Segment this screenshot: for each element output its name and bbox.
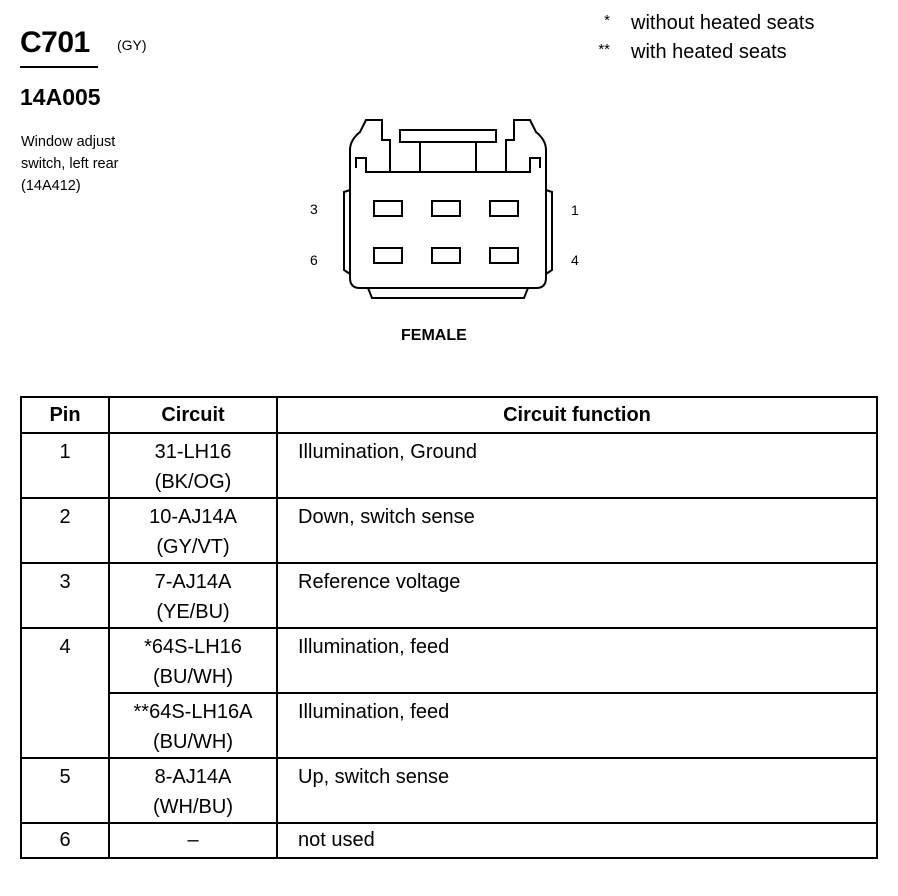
pin-number: 2	[59, 506, 71, 528]
table-row	[21, 823, 877, 858]
circuit-function: Up, switch sense	[298, 766, 450, 788]
circuit-code: 10-AJ14A	[149, 506, 237, 528]
table-row	[21, 758, 877, 823]
circuit-function: Reference voltage	[298, 571, 461, 593]
connector-face-diagram	[300, 110, 600, 310]
legend-text-1: without heated seats	[631, 12, 815, 34]
pin-number: 5	[59, 766, 71, 788]
pin-number: 3	[59, 571, 71, 593]
pin-cavity-1	[490, 201, 518, 216]
header-circuit: Circuit	[109, 397, 277, 433]
pin-cavity-5	[432, 248, 460, 263]
pin-table	[20, 396, 878, 859]
connector-id: C701	[20, 26, 90, 59]
pin-cavity-2	[432, 201, 460, 216]
table-row	[21, 628, 877, 693]
wire-color: (WH/BU)	[153, 796, 233, 818]
wire-color: (GY/VT)	[156, 536, 230, 558]
pin-label-right-top: 1	[571, 202, 579, 218]
pin-number: 6	[59, 829, 71, 851]
pin-number: 4	[59, 636, 71, 658]
connector-color: (GY)	[117, 37, 147, 53]
table-row	[21, 693, 877, 758]
left-latch	[350, 120, 390, 172]
header-circuit-function: Circuit function	[277, 397, 877, 433]
circuit-function: not used	[298, 829, 375, 851]
circuit-code: 31-LH16	[154, 441, 232, 463]
wire-color: (BK/OG)	[154, 471, 232, 493]
housing-outline	[350, 168, 546, 288]
description-line-1: Window adjust	[21, 134, 116, 150]
circuit-code: 7-AJ14A	[154, 571, 232, 593]
wire-color: (BU/WH)	[153, 731, 233, 753]
table-row	[21, 563, 877, 628]
table-row	[21, 498, 877, 563]
circuit-function: Illumination, Ground	[298, 441, 477, 463]
pin-label-left-bottom: 6	[310, 252, 318, 268]
top-key-body	[420, 142, 476, 172]
table-row	[21, 433, 877, 498]
pin-number: 1	[59, 441, 71, 463]
top-key-bar	[400, 130, 496, 142]
description-line-3: (14A412)	[21, 178, 81, 194]
connector-id-underline	[20, 66, 98, 68]
table-header-row	[21, 397, 877, 433]
legend-text-2: with heated seats	[631, 41, 787, 63]
pin-cavity-6	[374, 248, 402, 263]
right-latch	[506, 120, 546, 172]
circuit-function: Illumination, feed	[298, 701, 450, 723]
diagram-caption: FEMALE	[401, 327, 467, 344]
wire-color: (YE/BU)	[156, 601, 230, 623]
legend-mark-2: **	[598, 41, 610, 58]
pin-label-right-bottom: 4	[571, 252, 579, 268]
circuit-function: Illumination, feed	[298, 636, 450, 658]
circuit-code: 8-AJ14A	[154, 766, 232, 788]
part-number: 14A005	[20, 84, 101, 110]
description-line-2: switch, left rear	[21, 156, 119, 172]
header-pin: Pin	[21, 397, 109, 433]
circuit-code: –	[187, 829, 199, 851]
pin-label-left-top: 3	[310, 201, 318, 217]
legend-mark-1: *	[604, 12, 610, 29]
pin-cavity-4	[490, 248, 518, 263]
circuit-function: Down, switch sense	[298, 506, 475, 528]
pin-cavity-3	[374, 201, 402, 216]
circuit-code: **64S-LH16A	[133, 701, 253, 723]
circuit-code: *64S-LH16	[144, 636, 242, 658]
wire-color: (BU/WH)	[153, 666, 233, 688]
bottom-skirt	[368, 288, 528, 298]
